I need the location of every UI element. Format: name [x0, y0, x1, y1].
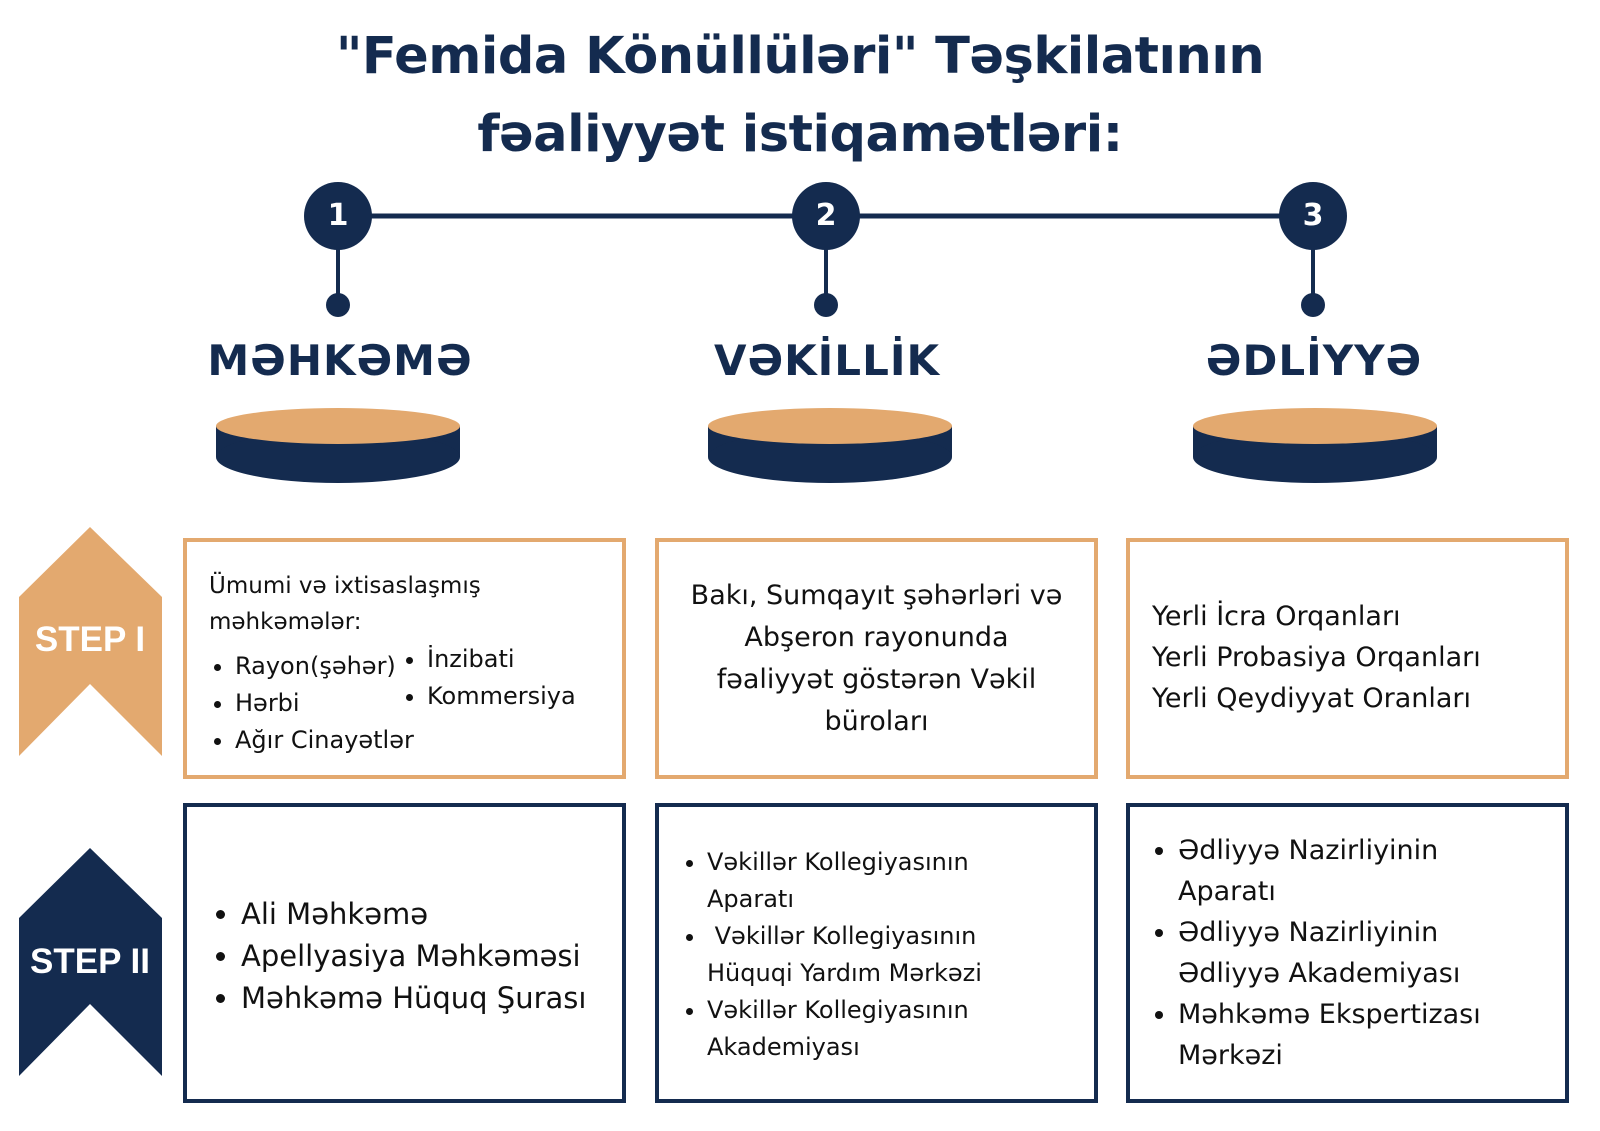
step-1-label: STEP I: [34, 620, 146, 659]
list-item-line: Ədliyyə Nazirliyinin: [1178, 835, 1439, 866]
step2-edliyye-list: [1134, 830, 1481, 1076]
list-item: [707, 992, 982, 1066]
list-item: • İnzibati: [427, 641, 576, 678]
vekillik-text-line: Bakı, Sumqayıt şəhərləri və: [690, 579, 1063, 611]
step1-vekillik-box: [655, 538, 1098, 779]
list-item: • Kommersiya: [427, 678, 576, 715]
node-number-3: 3: [1302, 198, 1324, 233]
list-item-line: Vəkillər Kollegiyasının: [707, 848, 969, 876]
node-number-2: 2: [815, 198, 837, 233]
list-item: • Məhkəmə Hüquq Şurası: [241, 977, 586, 1019]
mehkeme-court-list-2: [383, 641, 576, 715]
step-2-label: STEP II: [30, 942, 150, 981]
edliyye-text-line: Yerli Qeydiyyat Oranları: [1152, 683, 1472, 714]
step2-mehkeme-box: [183, 803, 626, 1103]
step2-edliyye-box: [1126, 803, 1569, 1103]
list-item-line: Vəkillər Kollegiyasının: [707, 996, 969, 1024]
step2-vekillik-box: [655, 803, 1098, 1103]
node-dot: [1301, 293, 1325, 317]
list-item-line: Aparatı: [1178, 876, 1276, 907]
list-item-line: Hüquqi Yardım Mərkəzi: [707, 959, 982, 987]
edliyye-text-line: Yerli Probasiya Orqanları: [1152, 642, 1481, 673]
list-item-line: Vəkillər Kollegiyasının: [707, 922, 977, 950]
pedestal-1: [216, 408, 460, 483]
category-vekillik: VƏKİLLİK: [713, 336, 941, 385]
mehkeme-court-list-1: [191, 648, 414, 759]
edliyye-text-line: Yerli İcra Orqanları: [1152, 601, 1401, 632]
vekillik-text-line: fəaliyyət göstərən Vəkil: [716, 663, 1037, 695]
list-item-line: Akademiyası: [707, 1033, 860, 1061]
vekillik-text-line: Abşeron rayonunda: [744, 621, 1009, 653]
list-item: • Ali Məhkəmə: [241, 893, 586, 935]
list-item: [1178, 830, 1481, 912]
mehkeme-intro-line-1: Ümumi və ixtisaslaşmış: [209, 573, 481, 599]
list-item: • Ağır Cinayətlər: [235, 722, 414, 759]
list-item-line: Ədliyyə Akademiyası: [1178, 958, 1461, 989]
list-item: [1178, 994, 1481, 1076]
list-item-line: Ədliyyə Nazirliyinin: [1178, 917, 1439, 948]
step2-mehkeme-list: [197, 893, 586, 1019]
list-item: [707, 844, 982, 918]
list-item: • Rayon(şəhər): [235, 648, 414, 685]
pedestal-3: [1193, 408, 1437, 483]
list-item: • Hərbi: [235, 685, 414, 722]
step1-edliyye-box: [1126, 538, 1569, 779]
title-line-1: "Femida Könüllüləri" Təşkilatının: [335, 27, 1265, 86]
step2-vekillik-list: [663, 844, 982, 1066]
node-dot: [326, 293, 350, 317]
node-dot: [814, 293, 838, 317]
title-line-2: fəaliyyət istiqamətləri:: [477, 105, 1123, 164]
timeline-diagram: [0, 0, 1600, 500]
node-number-1: 1: [327, 198, 349, 233]
list-item-line: Mərkəzi: [1178, 1040, 1283, 1071]
category-edliyye: ƏDLİYYƏ: [1205, 336, 1423, 385]
step1-mehkeme-box: [183, 538, 626, 779]
mehkeme-intro-line-2: məhkəmələr:: [209, 609, 362, 635]
list-item-line: Məhkəmə Ekspertizası: [1178, 999, 1481, 1030]
list-item: [1178, 912, 1481, 994]
list-item: • Apellyasiya Məhkəməsi: [241, 935, 586, 977]
category-mehkeme: MƏHKƏMƏ: [207, 336, 473, 385]
pedestal-2: [708, 408, 952, 483]
vekillik-text-line: büroları: [824, 705, 929, 737]
list-item: [707, 918, 982, 992]
list-item-line: Aparatı: [707, 885, 795, 913]
